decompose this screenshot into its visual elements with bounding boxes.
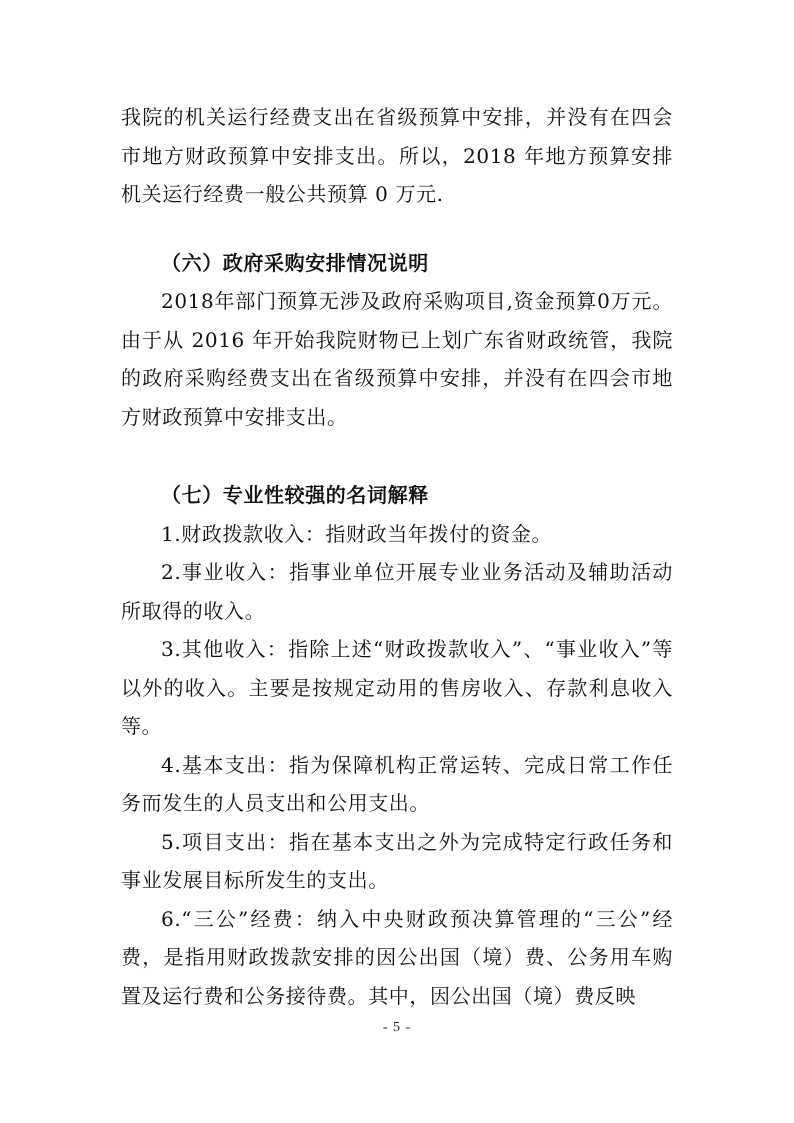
section-heading-six: （六）政府采购安排情况说明 [161,250,429,275]
section-heading-seven: （七）专业性较强的名词解释 [161,483,429,507]
spacer [121,214,673,244]
page-number: - 5 - [382,1020,412,1035]
definition-item-5: 5.项目支出：指在基本支出之外为完成特定行政任务和事业发展目标所发生的支出。 [121,829,673,892]
definition-item-6: 6.“三公”经费：纳入中央财政预决算管理的“三公”经费，是指用财政拨款安排的因公出国（境）费、公务用车购置及运行费和公务接待费。其中，因公出国（境）费反映 [121,906,673,1008]
definition-item-2: 2.事业收入：指事业单位开展专业业务活动及辅助活动所取得的收入。 [121,560,673,623]
document-body [121,98,673,1015]
spacer [121,436,673,476]
definition-item-3: 3.其他收入：指除上述“财政拨款收入”、“事业收入”等以外的收入。主要是按规定动用的售房收入、存款利息收入等。 [121,637,673,738]
paragraph-procurement: 2018年部门预算无涉及政府采购项目,资金预算0万元。由于从 2016 年开始我院财物已上划广东省财政统管，我院的政府采购经费支出在省级预算中安排，并没有在四会市地方财政预算中安排支出。 [121,289,673,429]
definition-item-4: 4.基本支出：指为保障机构正常运转、完成日常工作任务而发生的人员支出和公用支出。 [121,752,673,815]
definition-item-1: 1.财政拨款收入：指财政当年拨付的资金。 [161,521,553,546]
paragraph-continuation: 我院的机关运行经费支出在省级预算中安排，并没有在四会市地方财政预算中安排支出。所以，2018 年地方预算安排机关运行经费一般公共预算 0 万元. [121,105,673,206]
